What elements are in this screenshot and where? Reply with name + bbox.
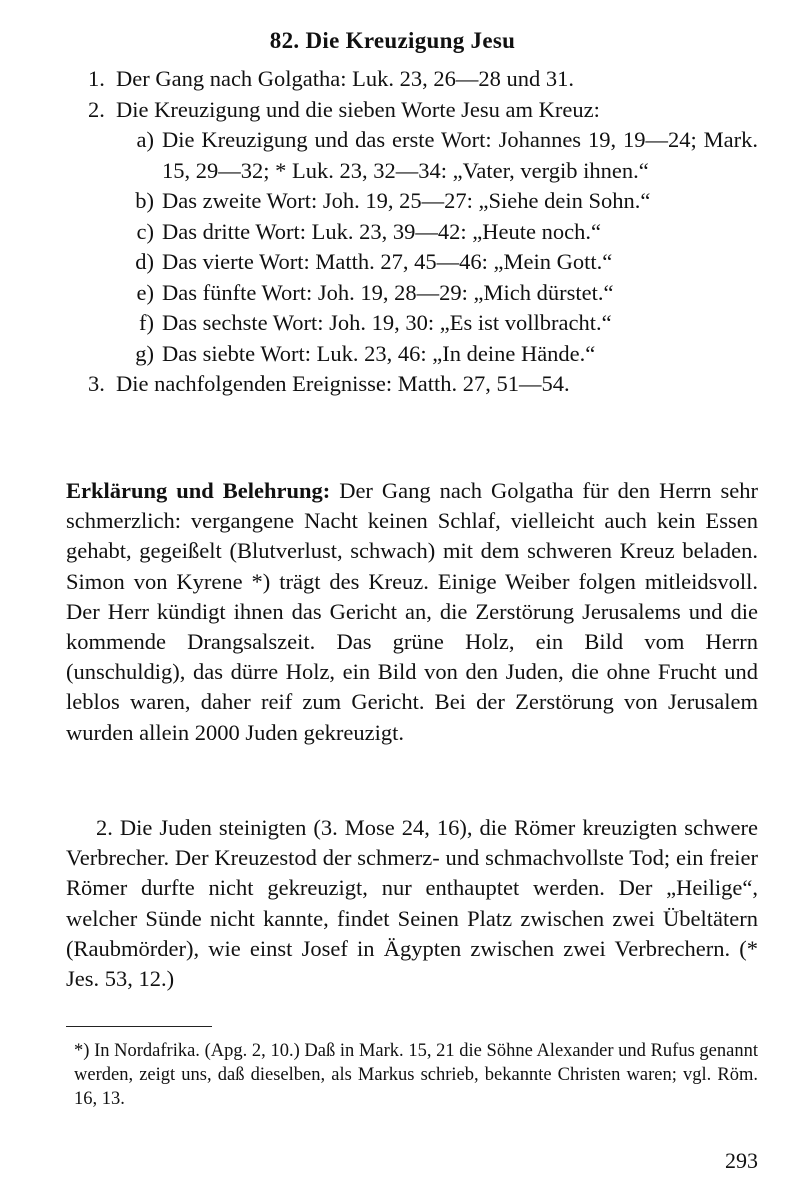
sub-item-text: Das vierte Wort: Matth. 27, 45—46: „Mein Gott.“ — [162, 249, 613, 274]
sub-item-b — [116, 186, 758, 217]
outline-text: Die nachfolgenden Ereignisse: Matth. 27, 51—54. — [116, 371, 570, 396]
sub-item-d — [116, 247, 758, 278]
sub-item-text: Das zweite Wort: Joh. 19, 25—27: „Siehe dein Sohn.“ — [162, 188, 651, 213]
sub-item-letter: e) — [136, 279, 154, 305]
passage-outline — [88, 64, 758, 400]
outline-number: 3. — [88, 371, 105, 396]
outline-item-2 — [88, 95, 758, 126]
sub-item-letter: g) — [135, 340, 154, 366]
sub-item-letter: a) — [136, 127, 154, 152]
sub-item-g — [116, 339, 758, 370]
outline-item-1 — [88, 64, 758, 95]
outline-text: Die Kreuzigung und die sieben Worte Jesu am Kreuz: — [116, 96, 600, 122]
sub-item-f — [116, 308, 758, 339]
outline-item-3 — [88, 369, 758, 400]
second-paragraph: 2. Die Juden steinigten (3. Mose 24, 16), die Römer kreuzigten schwere Verbrecher. Der Kreuzestod der schmerz- und schmachvollste Tod; ein freier Römer durfte nicht gekreuzigt, nur enthauptet werden. Der „Heilige“, welcher Sünde nicht kannte, findet Seinen Platz zwischen zwei Übeltätern (Raubmörder), wie einst Josef in Ägypten zwischen zwei Verbrechern. (* Jes. 53, 12.) — [66, 815, 758, 992]
sub-item-letter: d) — [135, 249, 154, 274]
footnote: *) In Nordafrika. (Apg. 2, 10.) Daß in Mark. 15, 21 die Söhne Alexander und Rufus genannt werden, zeigt uns, daß dieselben, als Markus schrieb, bekannte Christen waren; vgl. Röm. 16, 13. — [74, 1041, 758, 1109]
sub-item-e — [116, 278, 758, 309]
explanation-paragraph — [66, 476, 758, 748]
page-number: 293 — [725, 1148, 758, 1173]
chapter-title: 82. Die Kreuzigung Jesu — [269, 28, 516, 53]
sub-item-letter: f) — [139, 310, 154, 335]
outline-number: 1. — [88, 66, 105, 91]
sub-item-text: Das sechste Wort: Joh. 19, 30: „Es ist vollbracht.“ — [162, 310, 612, 335]
outline-number: 2. — [88, 96, 105, 122]
sub-item-text: Das fünfte Wort: Joh. 19, 28—29: „Mich dürstet.“ — [162, 279, 614, 305]
sub-item-letter: c) — [136, 218, 154, 244]
sub-item-text: Die Kreuzigung und das erste Wort: Johannes 19, 19—24; Mark. 15, 29—32; * Luk. 23, 32—34: „Vater, vergib ihnen.“ — [162, 127, 758, 183]
explanation-text: Der Gang nach Golgatha für den Herrn sehr schmerzlich: vergangene Nacht keinen Schlaf, vielleicht auch kein Essen gehabt, gegeißelt (Blutverlust, schwach) mit dem schweren Kreuz beladen. Simon von Kyrene *) trägt des Kreuz. Einige Weiber folgen mitleidsvoll. Der Herr kündigt ihnen das Gericht an, die Zerstörung Jerusalems und die kommende Drangsalszeit. Das grüne Holz, ein Bild vom Herrn (unschuldig), das dürre Holz, ein Bild von den Juden, die ohne Frucht und leblos waren, daher reif zum Gericht. Bei der Zerstörung von Jerusalem wurden allein 2000 Juden gekreuzigt. — [66, 478, 758, 745]
sub-item-a — [116, 125, 758, 186]
sub-item-text: Das dritte Wort: Luk. 23, 39—42: „Heute noch.“ — [162, 218, 601, 244]
sub-item-text: Das siebte Wort: Luk. 23, 46: „In deine Hände.“ — [162, 340, 596, 366]
explanation-heading: Erklärung und Belehrung: — [66, 478, 331, 503]
sub-item-c — [116, 217, 758, 248]
sub-item-letter: b) — [135, 188, 154, 213]
footnote-divider — [66, 1026, 212, 1027]
outline-text: Der Gang nach Golgatha: Luk. 23, 26—28 und 31. — [116, 66, 575, 91]
